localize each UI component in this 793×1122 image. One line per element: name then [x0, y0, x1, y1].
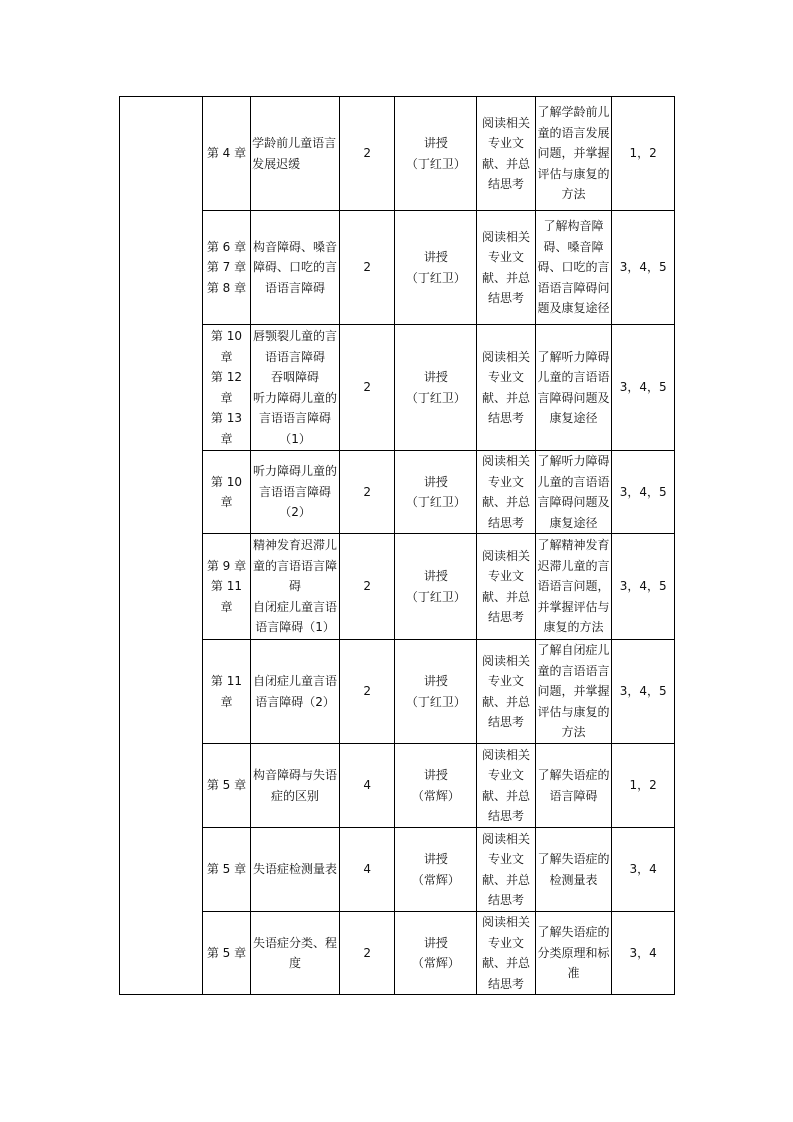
- chapter-cell: 第 10 章: [202, 451, 250, 534]
- task-cell: 阅读相关专业文献、并总结思考: [477, 325, 536, 451]
- goal-cell: 了解精神发育迟滞儿童的言语语言问题，并掌握评估与康复的方法: [535, 534, 612, 640]
- table-row: [120, 451, 675, 534]
- chapter-cell: 第 4 章: [202, 97, 250, 211]
- method-cell: 讲授 （常辉）: [395, 912, 477, 995]
- hours-cell: 4: [339, 744, 395, 828]
- method-cell: 讲授 （丁红卫）: [395, 325, 477, 451]
- objectives-cell: 3，4，5: [612, 211, 675, 325]
- objectives-cell: 3，4，5: [612, 325, 675, 451]
- method-cell: 讲授 （丁红卫）: [395, 211, 477, 325]
- topic-cell: 失语症分类、程度: [251, 912, 340, 995]
- task-cell: 阅读相关专业文献、并总结思考: [477, 912, 536, 995]
- table-row: [120, 97, 675, 211]
- method-cell: 讲授 （常辉）: [395, 828, 477, 912]
- hours-cell: 2: [339, 211, 395, 325]
- table-row: [120, 828, 675, 912]
- chapter-cell: 第 11 章: [202, 640, 250, 744]
- objectives-cell: 1，2: [612, 97, 675, 211]
- table-body: [120, 97, 675, 995]
- table-row: [120, 912, 675, 995]
- hours-cell: 2: [339, 912, 395, 995]
- topic-cell: 听力障碍儿童的言语语言障碍（2）: [251, 451, 340, 534]
- method-cell: 讲授 （丁红卫）: [395, 97, 477, 211]
- topic-cell: 自闭症儿童言语语言障碍（2）: [251, 640, 340, 744]
- goal-cell: 了解失语症的语言障碍: [535, 744, 612, 828]
- task-cell: 阅读相关专业文献、并总结思考: [477, 451, 536, 534]
- merged-blank-cell: [120, 97, 203, 995]
- syllabus-table: [119, 96, 675, 995]
- task-cell: 阅读相关专业文献、并总结思考: [477, 534, 536, 640]
- goal-cell: 了解构音障碍、嗓音障碍、口吃的言语语言障碍问题及康复途径: [535, 211, 612, 325]
- hours-cell: 2: [339, 640, 395, 744]
- objectives-cell: 3，4，5: [612, 451, 675, 534]
- task-cell: 阅读相关专业文献、并总结思考: [477, 828, 536, 912]
- table-row: [120, 534, 675, 640]
- table-row: [120, 211, 675, 325]
- task-cell: 阅读相关专业文献、并总结思考: [477, 211, 536, 325]
- objectives-cell: 1，2: [612, 744, 675, 828]
- chapter-cell: 第 5 章: [202, 912, 250, 995]
- objectives-cell: 3，4: [612, 828, 675, 912]
- task-cell: 阅读相关专业文献、并总结思考: [477, 97, 536, 211]
- goal-cell: 了解听力障碍儿童的言语语言障碍问题及康复途径: [535, 325, 612, 451]
- goal-cell: 了解自闭症儿童的言语语言问题，并掌握评估与康复的方法: [535, 640, 612, 744]
- objectives-cell: 3，4，5: [612, 534, 675, 640]
- goal-cell: 了解学龄前儿童的语言发展问题，并掌握评估与康复的方法: [535, 97, 612, 211]
- chapter-cell: 第 10 章 第 12 章 第 13 章: [202, 325, 250, 451]
- topic-cell: 失语症检测量表: [251, 828, 340, 912]
- hours-cell: 2: [339, 534, 395, 640]
- chapter-cell: 第 5 章: [202, 744, 250, 828]
- method-cell: 讲授 （丁红卫）: [395, 640, 477, 744]
- objectives-cell: 3，4，5: [612, 640, 675, 744]
- task-cell: 阅读相关专业文献、并总结思考: [477, 640, 536, 744]
- hours-cell: 4: [339, 828, 395, 912]
- goal-cell: 了解失语症的检测量表: [535, 828, 612, 912]
- topic-cell: 精神发育迟滞儿童的言语语言障碍 自闭症儿童言语语言障碍（1）: [251, 534, 340, 640]
- topic-cell: 构音障碍、嗓音障碍、口吃的言语语言障碍: [251, 211, 340, 325]
- topic-cell: 构音障碍与失语症的区别: [251, 744, 340, 828]
- topic-cell: 唇颚裂儿童的言语语言障碍 吞咽障碍 听力障碍儿童的言语语言障碍（1）: [251, 325, 340, 451]
- topic-cell: 学龄前儿童语言发展迟缓: [251, 97, 340, 211]
- hours-cell: 2: [339, 325, 395, 451]
- goal-cell: 了解听力障碍儿童的言语语言障碍问题及康复途径: [535, 451, 612, 534]
- chapter-cell: 第 9 章 第 11 章: [202, 534, 250, 640]
- task-cell: 阅读相关专业文献、并总结思考: [477, 744, 536, 828]
- method-cell: 讲授 （常辉）: [395, 744, 477, 828]
- objectives-cell: 3，4: [612, 912, 675, 995]
- method-cell: 讲授 （丁红卫）: [395, 534, 477, 640]
- chapter-cell: 第 6 章 第 7 章 第 8 章: [202, 211, 250, 325]
- hours-cell: 2: [339, 97, 395, 211]
- hours-cell: 2: [339, 451, 395, 534]
- table-row: [120, 325, 675, 451]
- method-cell: 讲授 （丁红卫）: [395, 451, 477, 534]
- goal-cell: 了解失语症的分类原理和标准: [535, 912, 612, 995]
- chapter-cell: 第 5 章: [202, 828, 250, 912]
- table-row: [120, 640, 675, 744]
- table-row: [120, 744, 675, 828]
